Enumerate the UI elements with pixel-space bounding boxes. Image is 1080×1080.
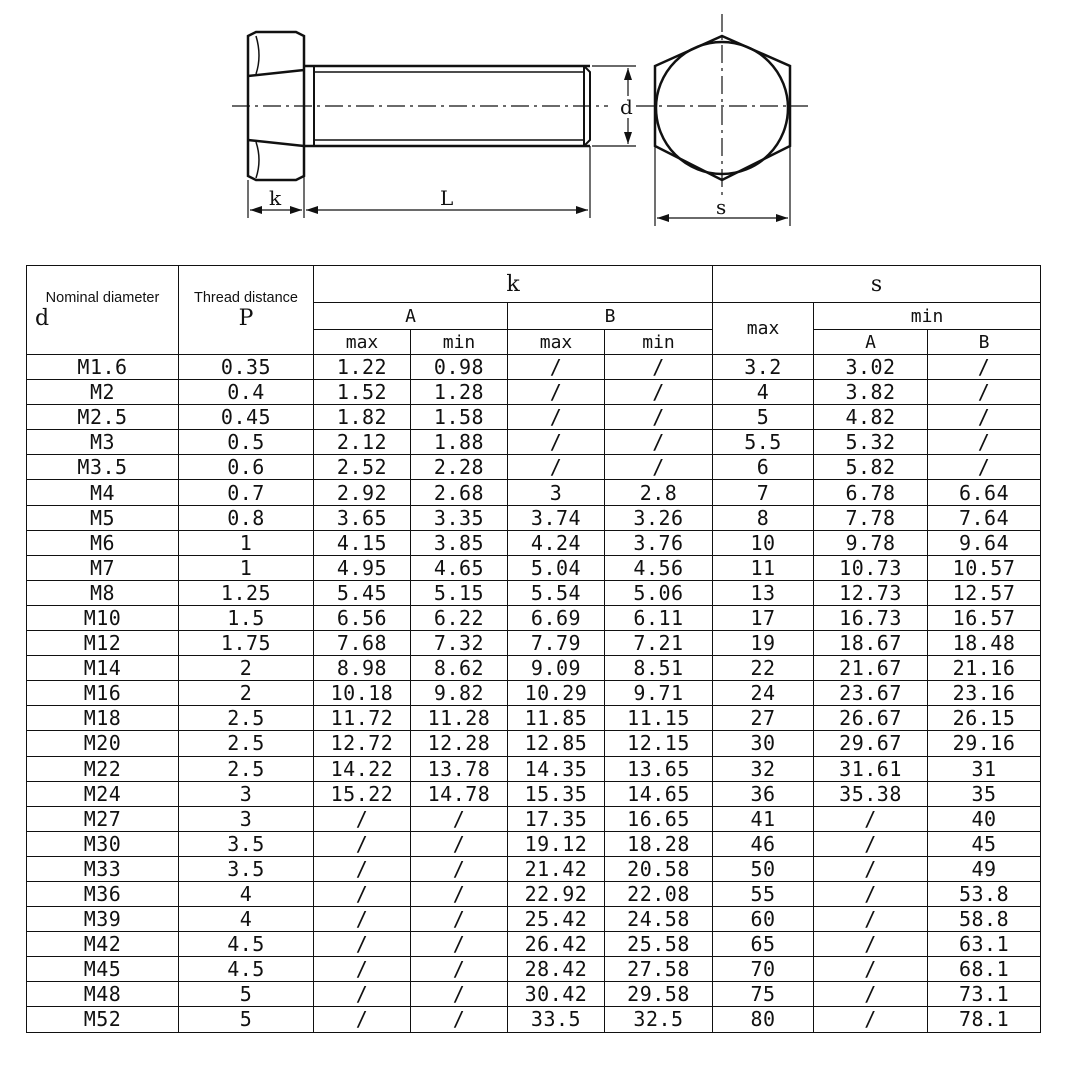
s-min-b-cell: 31 [928, 756, 1041, 781]
s-max-cell: 19 [713, 631, 814, 656]
k-b-min-cell: / [605, 355, 713, 380]
table-row [27, 1007, 1041, 1032]
thread-distance-cell: 4.5 [179, 932, 314, 957]
thread-distance-cell: 0.45 [179, 405, 314, 430]
k-b-max-cell: 30.42 [508, 982, 605, 1007]
bolt-dimensions-table [26, 265, 1041, 1033]
s-min-a-cell: 10.73 [814, 555, 928, 580]
k-b-max-cell: 6.69 [508, 605, 605, 630]
s-min-b-cell: 78.1 [928, 1007, 1041, 1032]
k-a-max-cell: / [314, 881, 411, 906]
s-max-cell: 32 [713, 756, 814, 781]
s-min-b-cell: / [928, 405, 1041, 430]
k-b-min-cell: 6.11 [605, 605, 713, 630]
header-k-grade-b: B [508, 303, 713, 330]
thread-distance-cell: 4 [179, 907, 314, 932]
k-b-max-cell: 10.29 [508, 681, 605, 706]
s-max-cell: 30 [713, 731, 814, 756]
s-min-a-cell: 3.82 [814, 380, 928, 405]
s-max-cell: 75 [713, 982, 814, 1007]
s-min-a-cell: 9.78 [814, 530, 928, 555]
k-b-max-cell: 17.35 [508, 806, 605, 831]
nominal-diameter-cell: M36 [27, 881, 179, 906]
nominal-diameter-cell: M12 [27, 631, 179, 656]
s-min-b-cell: 6.64 [928, 480, 1041, 505]
k-b-max-cell: 11.85 [508, 706, 605, 731]
k-b-min-cell: 20.58 [605, 856, 713, 881]
s-min-b-cell: 68.1 [928, 957, 1041, 982]
s-min-b-cell: 35 [928, 781, 1041, 806]
s-min-b-cell: 26.15 [928, 706, 1041, 731]
k-a-min-cell: 3.85 [411, 530, 508, 555]
k-b-min-cell: 25.58 [605, 932, 713, 957]
nominal-diameter-cell: M42 [27, 932, 179, 957]
k-b-min-cell: 2.8 [605, 480, 713, 505]
s-min-a-cell: 29.67 [814, 731, 928, 756]
thread-distance-cell: 3 [179, 806, 314, 831]
k-b-max-cell: / [508, 355, 605, 380]
k-b-max-cell: 22.92 [508, 881, 605, 906]
k-a-min-cell: / [411, 907, 508, 932]
table-row [27, 355, 1041, 380]
thread-distance-cell: 1.5 [179, 605, 314, 630]
k-b-max-cell: 9.09 [508, 656, 605, 681]
thread-distance-cell: 3 [179, 781, 314, 806]
s-min-a-cell: 16.73 [814, 605, 928, 630]
k-a-min-cell: 1.28 [411, 380, 508, 405]
k-a-min-cell: 6.22 [411, 605, 508, 630]
table-row [27, 605, 1041, 630]
s-min-a-cell: 31.61 [814, 756, 928, 781]
k-b-max-cell: 21.42 [508, 856, 605, 881]
s-max-cell: 46 [713, 831, 814, 856]
thread-distance-cell: 1 [179, 555, 314, 580]
k-b-min-cell: 16.65 [605, 806, 713, 831]
table-row [27, 555, 1041, 580]
s-min-a-cell: / [814, 1007, 928, 1032]
s-min-b-cell: 10.57 [928, 555, 1041, 580]
s-min-b-cell: / [928, 455, 1041, 480]
s-max-cell: 80 [713, 1007, 814, 1032]
nominal-diameter-cell: M2.5 [27, 405, 179, 430]
k-a-max-cell: 8.98 [314, 656, 411, 681]
s-min-b-cell: 7.64 [928, 505, 1041, 530]
header-k-b-min: min [605, 330, 713, 355]
nominal-diameter-cell: M18 [27, 706, 179, 731]
header-s-min-a: A [814, 330, 928, 355]
header-s-min-b: B [928, 330, 1041, 355]
table-row [27, 505, 1041, 530]
k-a-min-cell: 12.28 [411, 731, 508, 756]
s-max-cell: 22 [713, 656, 814, 681]
s-min-b-cell: / [928, 355, 1041, 380]
k-b-max-cell: 19.12 [508, 831, 605, 856]
nominal-diameter-cell: M30 [27, 831, 179, 856]
header-s: s [713, 266, 1041, 303]
table-row [27, 706, 1041, 731]
s-max-cell: 10 [713, 530, 814, 555]
thread-distance-cell: 4.5 [179, 957, 314, 982]
k-b-max-cell: / [508, 405, 605, 430]
k-a-max-cell: 15.22 [314, 781, 411, 806]
k-b-max-cell: 3.74 [508, 505, 605, 530]
thread-distance-cell: 2.5 [179, 756, 314, 781]
s-max-cell: 7 [713, 480, 814, 505]
nominal-diameter-cell: M27 [27, 806, 179, 831]
s-min-b-cell: 58.8 [928, 907, 1041, 932]
k-a-max-cell: 10.18 [314, 681, 411, 706]
s-min-b-cell: 23.16 [928, 681, 1041, 706]
k-b-min-cell: 27.58 [605, 957, 713, 982]
k-a-max-cell: 11.72 [314, 706, 411, 731]
s-min-a-cell: 26.67 [814, 706, 928, 731]
s-min-a-cell: 6.78 [814, 480, 928, 505]
thread-distance-cell: 5 [179, 982, 314, 1007]
k-b-max-cell: 33.5 [508, 1007, 605, 1032]
table-row [27, 580, 1041, 605]
table-row [27, 530, 1041, 555]
k-a-max-cell: / [314, 1007, 411, 1032]
table-row [27, 907, 1041, 932]
thread-distance-cell: 2 [179, 656, 314, 681]
k-b-min-cell: 11.15 [605, 706, 713, 731]
s-min-a-cell: / [814, 856, 928, 881]
s-min-b-cell: 40 [928, 806, 1041, 831]
k-a-min-cell: 5.15 [411, 580, 508, 605]
k-b-min-cell: 12.15 [605, 731, 713, 756]
s-min-b-cell: / [928, 380, 1041, 405]
table-row [27, 881, 1041, 906]
nominal-diameter-label: Nominal diameter [45, 289, 160, 306]
k-b-max-cell: 28.42 [508, 957, 605, 982]
s-max-cell: 70 [713, 957, 814, 982]
thread-distance-cell: 0.6 [179, 455, 314, 480]
table-row [27, 982, 1041, 1007]
k-a-max-cell: 2.92 [314, 480, 411, 505]
thread-distance-cell: 1.75 [179, 631, 314, 656]
k-b-min-cell: 18.28 [605, 831, 713, 856]
k-b-min-cell: 5.06 [605, 580, 713, 605]
k-a-min-cell: / [411, 831, 508, 856]
k-b-min-cell: / [605, 430, 713, 455]
k-b-max-cell: / [508, 430, 605, 455]
s-max-cell: 50 [713, 856, 814, 881]
s-max-cell: 60 [713, 907, 814, 932]
s-min-b-cell: 63.1 [928, 932, 1041, 957]
k-a-max-cell: 2.12 [314, 430, 411, 455]
k-b-min-cell: 29.58 [605, 982, 713, 1007]
nominal-diameter-cell: M52 [27, 1007, 179, 1032]
k-b-max-cell: 26.42 [508, 932, 605, 957]
table-row [27, 932, 1041, 957]
k-b-min-cell: 14.65 [605, 781, 713, 806]
k-a-min-cell: 2.68 [411, 480, 508, 505]
s-min-b-cell: 45 [928, 831, 1041, 856]
table-row [27, 631, 1041, 656]
table-row [27, 455, 1041, 480]
k-a-max-cell: / [314, 907, 411, 932]
thread-distance-cell: 2.5 [179, 731, 314, 756]
table-row [27, 957, 1041, 982]
k-a-max-cell: 2.52 [314, 455, 411, 480]
s-max-cell: 65 [713, 932, 814, 957]
k-b-min-cell: 9.71 [605, 681, 713, 706]
nominal-diameter-cell: M45 [27, 957, 179, 982]
header-k-a-max: max [314, 330, 411, 355]
thread-distance-cell: 3.5 [179, 856, 314, 881]
k-b-max-cell: 5.04 [508, 555, 605, 580]
nominal-diameter-cell: M14 [27, 656, 179, 681]
k-a-min-cell: 14.78 [411, 781, 508, 806]
table-row [27, 831, 1041, 856]
table-row [27, 681, 1041, 706]
s-min-a-cell: / [814, 907, 928, 932]
thread-distance-symbol: P [238, 305, 254, 331]
thread-distance-cell: 0.5 [179, 430, 314, 455]
k-a-max-cell: / [314, 932, 411, 957]
k-a-min-cell: 13.78 [411, 756, 508, 781]
k-a-max-cell: 12.72 [314, 731, 411, 756]
s-min-b-cell: 9.64 [928, 530, 1041, 555]
table-row [27, 405, 1041, 430]
k-b-max-cell: 7.79 [508, 631, 605, 656]
label-L: L [440, 186, 454, 210]
bolt-technical-drawing [0, 0, 1080, 250]
s-min-b-cell: 12.57 [928, 580, 1041, 605]
table-row [27, 731, 1041, 756]
k-a-max-cell: 3.65 [314, 505, 411, 530]
s-min-a-cell: 7.78 [814, 505, 928, 530]
k-a-min-cell: / [411, 881, 508, 906]
k-b-min-cell: 13.65 [605, 756, 713, 781]
s-min-a-cell: / [814, 932, 928, 957]
k-a-min-cell: / [411, 957, 508, 982]
s-min-a-cell: / [814, 831, 928, 856]
thread-distance-cell: 1.25 [179, 580, 314, 605]
k-b-min-cell: 8.51 [605, 656, 713, 681]
table-row [27, 856, 1041, 881]
k-a-max-cell: 1.22 [314, 355, 411, 380]
s-max-cell: 36 [713, 781, 814, 806]
thread-distance-cell: 0.8 [179, 505, 314, 530]
table-row [27, 430, 1041, 455]
s-max-cell: 17 [713, 605, 814, 630]
k-b-min-cell: / [605, 405, 713, 430]
k-a-min-cell: / [411, 932, 508, 957]
s-min-b-cell: / [928, 430, 1041, 455]
s-min-b-cell: 18.48 [928, 631, 1041, 656]
s-max-cell: 5 [713, 405, 814, 430]
k-a-max-cell: / [314, 982, 411, 1007]
nominal-diameter-cell: M39 [27, 907, 179, 932]
k-b-min-cell: 22.08 [605, 881, 713, 906]
s-min-a-cell: 35.38 [814, 781, 928, 806]
nominal-diameter-cell: M33 [27, 856, 179, 881]
label-d: d [620, 95, 633, 119]
s-max-cell: 5.5 [713, 430, 814, 455]
thread-distance-cell: 5 [179, 1007, 314, 1032]
k-b-min-cell: 24.58 [605, 907, 713, 932]
nominal-diameter-cell: M10 [27, 605, 179, 630]
s-min-a-cell: 23.67 [814, 681, 928, 706]
s-min-a-cell: 18.67 [814, 631, 928, 656]
s-max-cell: 6 [713, 455, 814, 480]
thread-distance-cell: 0.4 [179, 380, 314, 405]
k-a-max-cell: 6.56 [314, 605, 411, 630]
s-min-a-cell: / [814, 881, 928, 906]
k-a-min-cell: 1.88 [411, 430, 508, 455]
k-b-max-cell: / [508, 380, 605, 405]
k-b-max-cell: 4.24 [508, 530, 605, 555]
table-row [27, 480, 1041, 505]
table-row [27, 756, 1041, 781]
k-a-min-cell: / [411, 1007, 508, 1032]
nominal-diameter-cell: M1.6 [27, 355, 179, 380]
k-b-min-cell: / [605, 380, 713, 405]
nominal-diameter-cell: M48 [27, 982, 179, 1007]
k-a-min-cell: 8.62 [411, 656, 508, 681]
k-a-min-cell: 9.82 [411, 681, 508, 706]
s-min-a-cell: / [814, 957, 928, 982]
k-a-min-cell: 4.65 [411, 555, 508, 580]
s-min-b-cell: 21.16 [928, 656, 1041, 681]
k-b-max-cell: 12.85 [508, 731, 605, 756]
s-min-a-cell: 12.73 [814, 580, 928, 605]
k-a-min-cell: / [411, 982, 508, 1007]
nominal-diameter-cell: M22 [27, 756, 179, 781]
k-a-max-cell: / [314, 957, 411, 982]
k-b-min-cell: 4.56 [605, 555, 713, 580]
k-a-min-cell: / [411, 806, 508, 831]
label-k: k [269, 186, 282, 210]
header-nominal-diameter [27, 266, 179, 355]
header-k-grade-a: A [314, 303, 508, 330]
thread-distance-cell: 2 [179, 681, 314, 706]
s-min-b-cell: 73.1 [928, 982, 1041, 1007]
table-row [27, 781, 1041, 806]
header-k-b-max: max [508, 330, 605, 355]
thread-distance-cell: 0.35 [179, 355, 314, 380]
nominal-diameter-cell: M2 [27, 380, 179, 405]
header-k-a-min: min [411, 330, 508, 355]
k-a-min-cell: / [411, 856, 508, 881]
k-b-min-cell: 3.76 [605, 530, 713, 555]
k-a-max-cell: 4.15 [314, 530, 411, 555]
k-b-max-cell: / [508, 455, 605, 480]
s-max-cell: 27 [713, 706, 814, 731]
k-b-min-cell: 3.26 [605, 505, 713, 530]
k-b-max-cell: 3 [508, 480, 605, 505]
s-min-b-cell: 16.57 [928, 605, 1041, 630]
k-a-min-cell: 1.58 [411, 405, 508, 430]
s-min-b-cell: 49 [928, 856, 1041, 881]
nominal-diameter-cell: M3.5 [27, 455, 179, 480]
table-row [27, 806, 1041, 831]
k-a-min-cell: 3.35 [411, 505, 508, 530]
s-max-cell: 24 [713, 681, 814, 706]
s-min-b-cell: 53.8 [928, 881, 1041, 906]
bolt-side-view [232, 32, 636, 218]
table-row [27, 656, 1041, 681]
s-min-a-cell: / [814, 982, 928, 1007]
s-max-cell: 11 [713, 555, 814, 580]
header-s-min: min [814, 303, 1041, 330]
nominal-diameter-cell: M4 [27, 480, 179, 505]
s-min-a-cell: 4.82 [814, 405, 928, 430]
s-min-a-cell: 3.02 [814, 355, 928, 380]
thread-distance-label: Thread distance [194, 289, 298, 306]
s-max-cell: 41 [713, 806, 814, 831]
k-a-max-cell: 1.52 [314, 380, 411, 405]
thread-distance-cell: 2.5 [179, 706, 314, 731]
k-a-min-cell: 0.98 [411, 355, 508, 380]
k-b-min-cell: 7.21 [605, 631, 713, 656]
header-k: k [314, 266, 713, 303]
s-min-a-cell: / [814, 806, 928, 831]
nominal-diameter-symbol: d [35, 305, 50, 331]
k-a-max-cell: 1.82 [314, 405, 411, 430]
s-max-cell: 3.2 [713, 355, 814, 380]
s-min-a-cell: 5.82 [814, 455, 928, 480]
nominal-diameter-cell: M8 [27, 580, 179, 605]
thread-distance-cell: 0.7 [179, 480, 314, 505]
k-a-min-cell: 7.32 [411, 631, 508, 656]
k-b-min-cell: 32.5 [605, 1007, 713, 1032]
nominal-diameter-cell: M3 [27, 430, 179, 455]
k-b-max-cell: 14.35 [508, 756, 605, 781]
k-b-max-cell: 15.35 [508, 781, 605, 806]
k-a-max-cell: / [314, 806, 411, 831]
nominal-diameter-cell: M5 [27, 505, 179, 530]
k-a-max-cell: 7.68 [314, 631, 411, 656]
k-a-min-cell: 2.28 [411, 455, 508, 480]
s-min-a-cell: 5.32 [814, 430, 928, 455]
header-thread-distance [179, 266, 314, 355]
nominal-diameter-cell: M6 [27, 530, 179, 555]
s-min-b-cell: 29.16 [928, 731, 1041, 756]
table-row [27, 380, 1041, 405]
header-s-max: max [713, 303, 814, 355]
k-a-max-cell: / [314, 831, 411, 856]
s-max-cell: 13 [713, 580, 814, 605]
k-a-max-cell: 5.45 [314, 580, 411, 605]
k-a-max-cell: / [314, 856, 411, 881]
thread-distance-cell: 4 [179, 881, 314, 906]
table-body [27, 355, 1041, 1033]
s-max-cell: 55 [713, 881, 814, 906]
s-max-cell: 8 [713, 505, 814, 530]
thread-distance-cell: 1 [179, 530, 314, 555]
s-max-cell: 4 [713, 380, 814, 405]
label-s: s [716, 195, 727, 219]
thread-distance-cell: 3.5 [179, 831, 314, 856]
s-min-a-cell: 21.67 [814, 656, 928, 681]
k-a-max-cell: 4.95 [314, 555, 411, 580]
k-b-max-cell: 25.42 [508, 907, 605, 932]
nominal-diameter-cell: M7 [27, 555, 179, 580]
nominal-diameter-cell: M16 [27, 681, 179, 706]
nominal-diameter-cell: M24 [27, 781, 179, 806]
nominal-diameter-cell: M20 [27, 731, 179, 756]
k-b-max-cell: 5.54 [508, 580, 605, 605]
k-b-min-cell: / [605, 455, 713, 480]
k-a-min-cell: 11.28 [411, 706, 508, 731]
k-a-max-cell: 14.22 [314, 756, 411, 781]
